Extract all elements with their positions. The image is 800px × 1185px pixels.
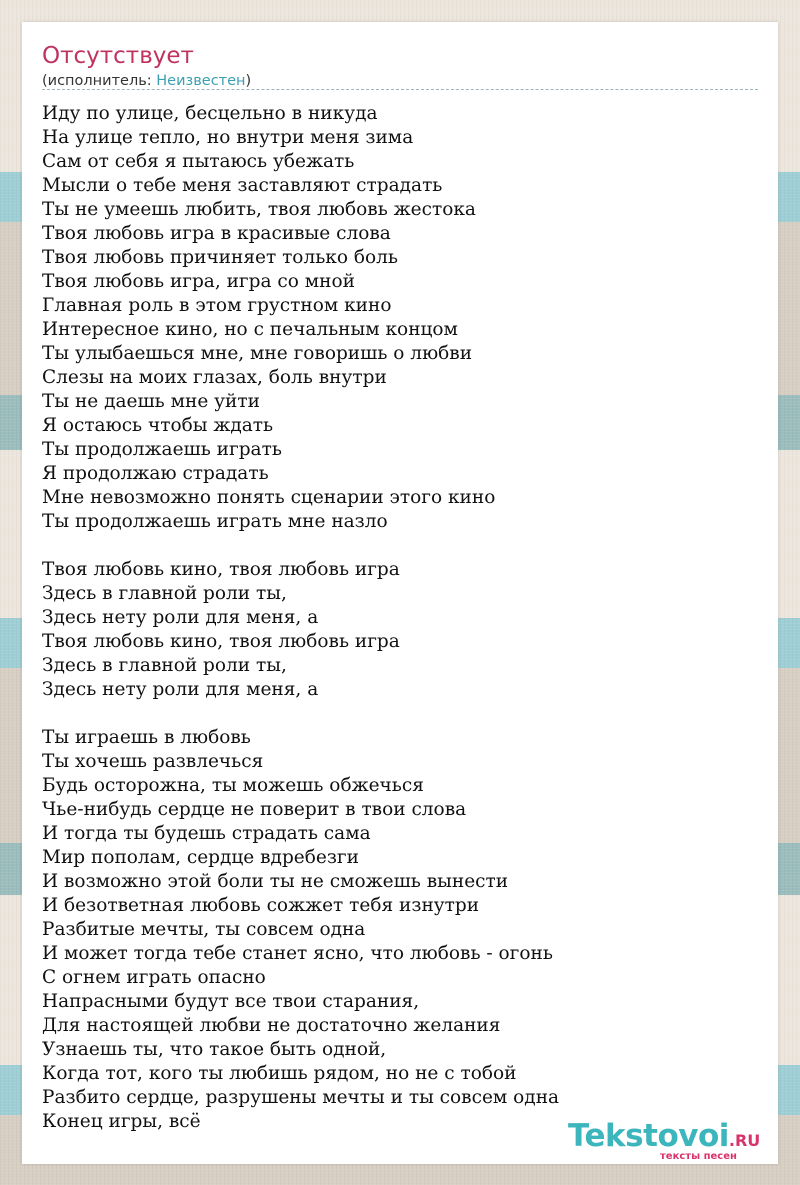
- performer-suffix: ): [245, 73, 252, 89]
- lyric-line: Ты не умеешь любить, твоя любовь жестока: [42, 199, 476, 220]
- lyric-line: На улице тепло, но внутри меня зима: [42, 127, 414, 148]
- lyric-line: Когда тот, кого ты любишь рядом, но не с тобой: [42, 1063, 517, 1084]
- lyric-line: Интересное кино, но с печальным концом: [42, 319, 458, 340]
- lyric-line: Иду по улице, бесцельно в никуда: [42, 103, 378, 124]
- lyric-line: Ты играешь в любовь: [42, 727, 251, 748]
- lyrics-stanza: [42, 726, 762, 1134]
- lyric-line: Твоя любовь игра в красивые слова: [42, 223, 391, 244]
- header-divider: [42, 89, 758, 90]
- lyric-line: Здесь в главной роли ты,: [42, 655, 287, 676]
- lyric-line: Напрасными будут все твои старания,: [42, 991, 420, 1012]
- song-title: Отсутствует: [42, 43, 194, 69]
- lyrics-stanza: [42, 102, 762, 534]
- lyrics-body: [42, 102, 762, 1134]
- lyric-line: Для настоящей любви не достаточно желания: [42, 1015, 501, 1036]
- performer-line: [42, 71, 251, 91]
- logo-tld: .RU: [728, 1131, 761, 1150]
- lyric-line: Слезы на моих глазах, боль внутри: [42, 367, 387, 388]
- lyrics-stanza: [42, 558, 762, 702]
- lyric-line: Будь осторожна, ты можешь обжечься: [42, 775, 424, 796]
- site-logo[interactable]: [568, 1118, 778, 1166]
- lyric-line: И тогда ты будешь страдать сама: [42, 823, 371, 844]
- lyric-line: Мысли о тебе меня заставляют страдать: [42, 175, 443, 196]
- lyric-line: Я продолжаю страдать: [42, 463, 269, 484]
- lyric-line: Узнаешь ты, что такое быть одной,: [42, 1039, 387, 1060]
- lyric-line: Конец игры, всё: [42, 1111, 201, 1132]
- lyrics-card: [22, 22, 778, 1164]
- lyric-line: Разбито сердце, разрушены мечты и ты совсем одна: [42, 1087, 560, 1108]
- logo-tagline: тексты песен: [660, 1151, 737, 1162]
- logo-name: Tekstovoi: [568, 1118, 729, 1154]
- lyric-line: Здесь нету роли для меня, а: [42, 679, 319, 700]
- lyric-line: Ты улыбаешься мне, мне говоришь о любви: [42, 343, 473, 364]
- lyric-line: С огнем играть опасно: [42, 967, 266, 988]
- lyric-line: Ты не даешь мне уйти: [42, 391, 260, 412]
- lyric-line: Ты продолжаешь играть: [42, 439, 282, 460]
- lyric-line: Твоя любовь игра, игра со мной: [42, 271, 355, 292]
- lyric-line: И может тогда тебе станет ясно, что любовь - огонь: [42, 943, 553, 964]
- lyric-line: Мне невозможно понять сценарии этого кино: [42, 487, 496, 508]
- lyric-line: Разбитые мечты, ты совсем одна: [42, 919, 366, 940]
- lyric-line: Мир пополам, сердце вдребезги: [42, 847, 359, 868]
- lyric-line: Ты продолжаешь играть мне назло: [42, 511, 388, 532]
- lyric-line: Главная роль в этом грустном кино: [42, 295, 392, 316]
- lyric-line: И возможно этой боли ты не сможешь вынести: [42, 871, 509, 892]
- lyric-line: Я остаюсь чтобы ждать: [42, 415, 274, 436]
- lyric-line: Сам от себя я пытаюсь убежать: [42, 151, 355, 172]
- lyric-line: Твоя любовь причиняет только боль: [42, 247, 398, 268]
- artist-link[interactable]: Неизвестен: [156, 73, 246, 89]
- lyric-line: Чье-нибудь сердце не поверит в твои слова: [42, 799, 467, 820]
- lyric-line: Ты хочешь развлечься: [42, 751, 264, 772]
- lyric-line: Здесь в главной роли ты,: [42, 583, 287, 604]
- lyric-line: Твоя любовь кино, твоя любовь игра: [42, 631, 400, 652]
- lyric-line: Твоя любовь кино, твоя любовь игра: [42, 559, 400, 580]
- lyric-line: Здесь нету роли для меня, а: [42, 607, 319, 628]
- performer-prefix: (исполнитель:: [42, 73, 157, 89]
- lyric-line: И безответная любовь сожжет тебя изнутри: [42, 895, 480, 916]
